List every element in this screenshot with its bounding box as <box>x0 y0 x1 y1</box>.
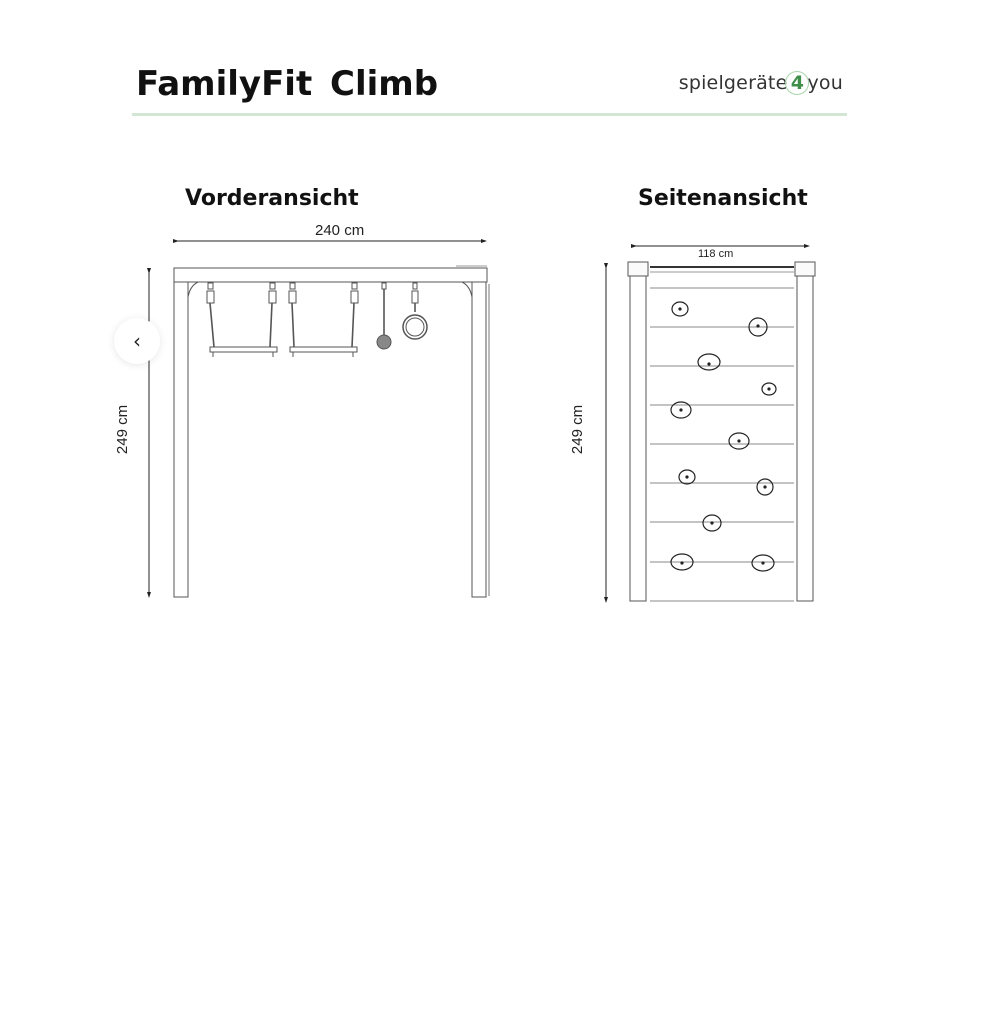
swing-seat-2 <box>289 283 358 357</box>
side-height-label: 249 cm <box>569 404 587 455</box>
side-view-drawing <box>606 246 815 601</box>
side-view-title: Seitenansicht <box>638 186 808 211</box>
logo-number: 4 <box>787 72 807 94</box>
previous-image-button[interactable] <box>114 318 160 364</box>
front-width-label: 240 cm <box>315 222 365 239</box>
logo-prefix: spielgeräte <box>678 72 788 94</box>
chevron-left-icon: ‹ <box>133 329 141 353</box>
front-height-label: 249 cm <box>114 404 132 455</box>
climbing-holds <box>671 302 776 571</box>
side-width-label: 118 cm <box>698 248 734 260</box>
gym-rings <box>403 283 427 339</box>
front-view-drawing <box>149 241 489 597</box>
swing-seat-1 <box>207 283 277 357</box>
logo-suffix: you <box>807 72 843 94</box>
front-view-title: Vorderansicht <box>185 186 359 211</box>
product-title: FamilyFit Climb <box>136 64 439 104</box>
disc-swing <box>377 283 391 349</box>
